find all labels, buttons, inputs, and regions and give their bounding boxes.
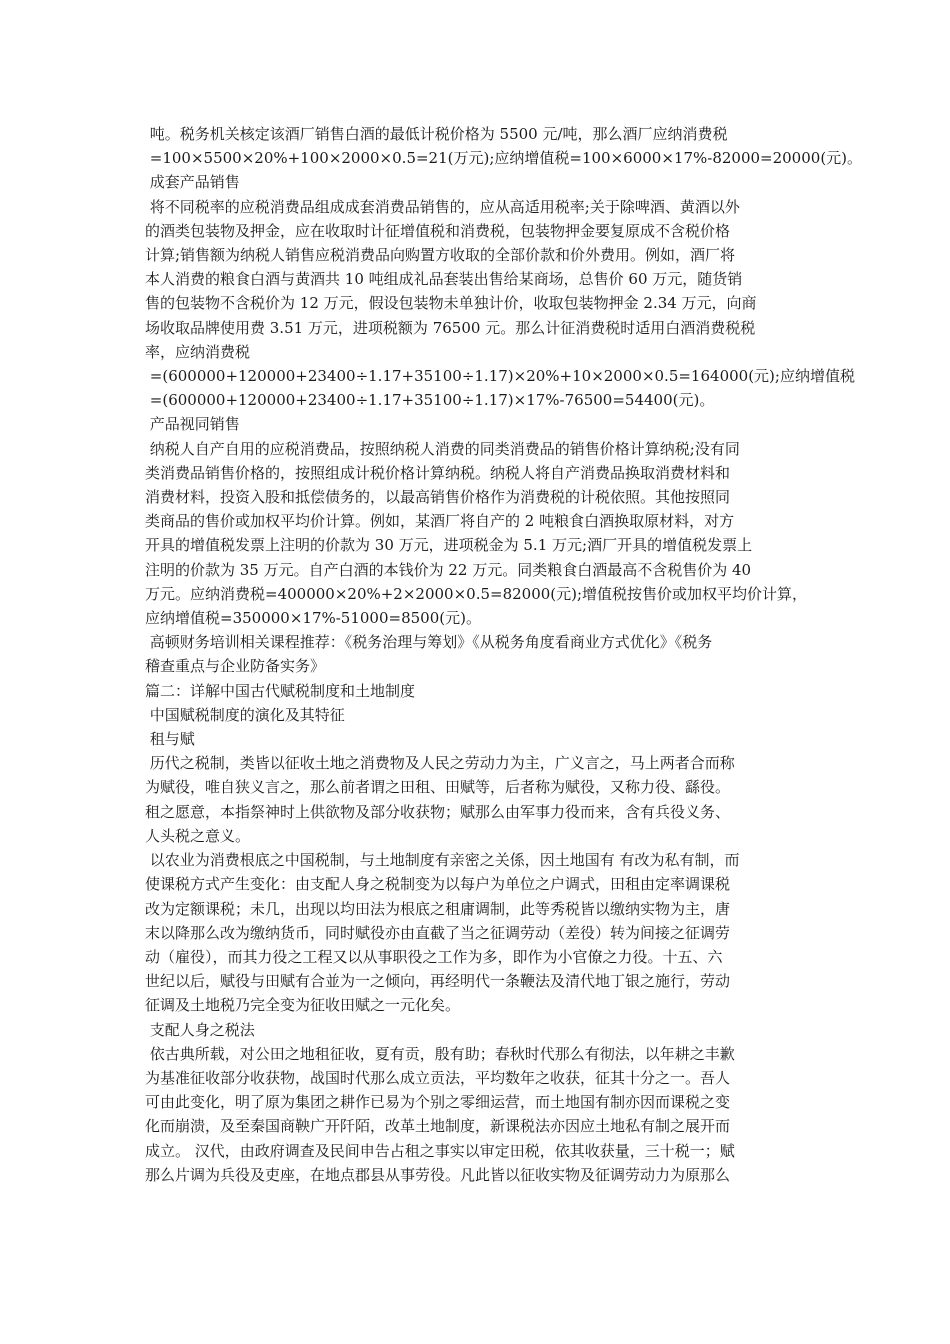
text-line: 改为定额课税；未几，出现以均田法为根底之租庸调制，此等秀税皆以缴纳实物为主，唐	[145, 899, 731, 918]
paragraph	[145, 1042, 811, 1187]
text-line: 以农业为消费根底之中国税制，与土地制度有亲密之关係，因土地国有 有改为私有制，而	[145, 851, 740, 870]
text-line: 稽查重点与企业防备实务》	[145, 657, 326, 676]
text-line: 率，应纳消费税	[145, 342, 251, 361]
text-line: 吨。税务机关核定该酒厂销售白酒的最低计税价格为 5500 元/吨，那么酒厂应纳消费税	[145, 125, 728, 143]
text-line: =(600000+120000+23400÷1.17+35100÷1.17)×20%+10×2000×0.5=164000(元);应纳增值税	[145, 367, 855, 386]
section-heading	[145, 1018, 811, 1042]
text-line: 中国赋税制度的演化及其特征	[145, 705, 345, 724]
text-line: 成立。 汉代，由政府调查及民间申告占租之事实以审定田税，依其收获量，三十税一；赋	[145, 1141, 735, 1160]
paragraph	[145, 122, 863, 170]
text-line: 化而崩溃，及至秦国商鞅广开阡陌，改革土地制度，新课税法亦因应土地私有制之展开而	[145, 1117, 731, 1136]
section-heading	[145, 170, 811, 194]
text-line: 动（雇役），而其力役之工程又以从事职役之工作为多，即作为小官僚之力役。十五、六	[145, 947, 723, 966]
text-line: 历代之税制，类皆以征收土地之消费物及人民之劳动力为主，广义言之，马上两者合而称	[145, 754, 735, 773]
text-line: 那么片调为兵役及吏座，在地点郡县从事劳役。凡此皆以征收实物及征调劳动力为原那么	[145, 1165, 731, 1184]
text-line: 纳税人自产自用的应税消费品，按照纳税人消费的同类消费品的销售价格计算纳税;没有同	[145, 439, 740, 458]
text-line: 类消费品销售价格的，按照组成计税价格计算纳税。纳税人将自产消费品换取消费材料和	[145, 463, 731, 482]
text-line: 万元。应纳消费税=400000×20%+2×2000×0.5=82000(元);增值税按售价或加权平均价计算，	[145, 584, 808, 603]
formula-paragraph	[145, 364, 855, 412]
text-line: 计算;销售额为纳税人销售应税消费品向购置方收取的全部价款和价外费用。例如，酒厂将	[145, 246, 736, 265]
text-line: 为基准征收部分收获物，战国时代那么成立贡法，平均数年之收获，征其十分之一。吾人	[145, 1068, 731, 1087]
text-line: 租之愿意，本指祭神时上供欲物及部分收获物；赋那么由军事力役而来，含有兵役义务、	[145, 802, 731, 821]
text-line: 篇二：详解中国古代赋税制度和土地制度	[145, 681, 416, 700]
text-line: =(600000+120000+23400÷1.17+35100÷1.17)×17%-76500=54400(元)。	[145, 391, 715, 410]
text-line: 末以降那么改为缴纳货币，同时赋役亦由直截了当之征调劳动（差役）转为间接之征调劳	[145, 923, 731, 942]
paragraph	[145, 848, 811, 1017]
text-line: 注明的价款为 35 万元。自产白酒的本钱价为 22 万元。同类粮食白酒最高不含税售价为 40	[145, 560, 752, 579]
text-line: 人头税之意义。	[145, 826, 251, 845]
course-recommendation	[145, 630, 811, 678]
text-line: 高顿财务培训相关课程推荐：《税务治理与筹划》《从税务角度看商业方式优化》《税务	[145, 633, 713, 652]
text-line: 成套产品销售	[145, 173, 240, 192]
paragraph	[145, 437, 811, 631]
section-heading	[145, 412, 811, 436]
text-line: 支配人身之税法	[145, 1020, 255, 1039]
article-title	[145, 679, 811, 703]
section-heading	[145, 703, 811, 727]
paragraph	[145, 751, 811, 848]
text-line: =100×5500×20%+100×2000×0.5=21(万元);应纳增值税=100×6000×17%-82000=20000(元)。	[145, 149, 863, 168]
text-line: 类商品的售价或加权平均价计算。例如，某酒厂将自产的 2 吨粮食白酒换取原材料，对方	[145, 512, 735, 531]
text-line: 为赋役，唯自狭义言之，那么前者谓之田租、田赋等，后者称为赋役，又称力役、繇役。	[145, 778, 731, 797]
text-line: 依古典所载，对公田之地租征收，夏有贡，殷有助；春秋时代那么有彻法，以年耕之丰歉	[145, 1044, 735, 1063]
document-page	[145, 122, 863, 1187]
text-line: 租与赋	[145, 730, 195, 749]
text-line: 可由此变化，明了原为集团之耕作已易为个别之零细运营，而土地国有制亦因而课税之变	[145, 1093, 731, 1112]
text-line: 将不同税率的应税消费品组成成套消费品销售的，应从高适用税率;关于除啤酒、黄酒以外	[145, 197, 740, 216]
text-line: 开具的增值税发票上注明的价款为 30 万元，进项税金为 5.1 万元;酒厂开具的增值税发票上	[145, 536, 753, 555]
paragraph	[145, 195, 811, 364]
section-heading	[145, 727, 811, 751]
text-line: 使课税方式产生变化：由支配人身之税制变为以每户为单位之户调式，田租由定率调课税	[145, 875, 731, 894]
text-line: 场收取品牌使用费 3.51 万元，进项税额为 76500 元。那么计征消费税时适用白酒消费税税	[145, 318, 756, 337]
text-line: 消费材料，投资入股和抵偿债务的，以最高销售价格作为消费税的计税依照。其他按照同	[145, 488, 731, 507]
text-line: 应纳增值税=350000×17%-51000=8500(元)。	[145, 609, 481, 628]
text-line: 售的包装物不含税价为 12 万元，假设包装物未单独计价，收取包装物押金 2.34 万元，向商	[145, 294, 757, 313]
text-line: 本人消费的粮食白酒与黄酒共 10 吨组成礼品套装出售给某商场，总售价 60 万元，随货销	[145, 270, 743, 289]
text-line: 世纪以后，赋役与田赋有合並为一之倾向，再经明代一条鞭法及清代地丁银之施行，劳动	[145, 972, 731, 991]
text-line: 征调及土地税乃完全变为征收田赋之一元化矣。	[145, 996, 461, 1015]
text-line: 产品视同销售	[145, 415, 240, 434]
text-line: 的酒类包装物及押金，应在收取时计征增值税和消费税，包装物押金要复原成不含税价格	[145, 221, 731, 240]
